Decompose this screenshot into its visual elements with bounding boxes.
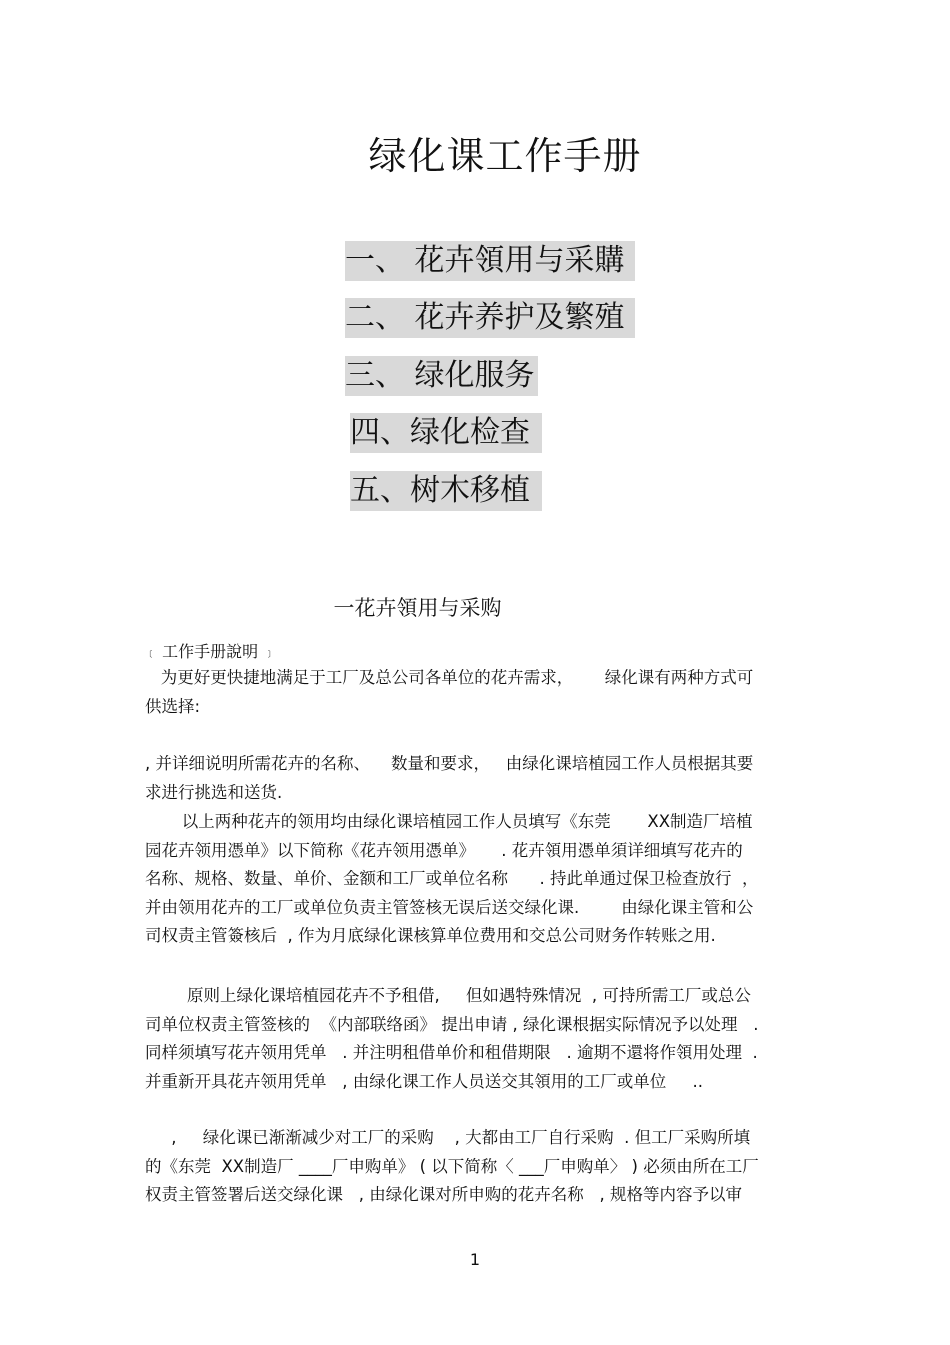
paragraph-line: 名称、规格、数量、单价、金额和工厂或单位名称 . 持此单通过保卫检查放行 ， bbox=[145, 869, 759, 888]
paragraph-3 bbox=[145, 808, 805, 951]
paragraph-line: 园花卉领用憑单》以下简称《花卉领用憑单》 . 花卉領用憑单須详细填写花卉的 bbox=[145, 840, 743, 860]
paragraph-4 bbox=[145, 982, 805, 1096]
paragraph-5 bbox=[145, 1124, 805, 1210]
toc-item-3: 三、 绿化服务 bbox=[345, 356, 538, 396]
paragraph-line: 并重新开具花卉领用凭单 , 由绿化课工作人员送交其領用的工厂或单位 .. bbox=[145, 1071, 703, 1091]
bracket-close: ﹞ bbox=[263, 646, 276, 660]
paragraph-line: 司权责主管簽核后 , 作为月底绿化课核算单位费用和交总公司财务作转账之用. bbox=[145, 926, 716, 945]
paragraph-line: 求进行挑选和送货. bbox=[145, 782, 283, 802]
section-title: 一花卉領用与采购 bbox=[333, 596, 502, 620]
paragraph-2 bbox=[145, 750, 805, 807]
toc-item-5: 五、树木移植 bbox=[350, 471, 542, 511]
paragraph-line: 供选择: bbox=[145, 696, 201, 716]
paragraph-line: 的《东莞 XX制造厂 ____厂申购单》 ( 以下简称〈 ___厂申购单〉 ) 必须由所在工厂 bbox=[145, 1156, 759, 1176]
paragraph-line: 原则上绿化课培植园花卉不予租借, 但如遇特殊情况 , 可持所需工厂或总公 bbox=[145, 986, 751, 1005]
paragraph-1 bbox=[145, 664, 805, 721]
paragraph-line: 同样须填写花卉领用凭单 . 并注明租借单价和租借期限 . 逾期不還将作領用处理 . bbox=[145, 1043, 758, 1062]
document-title: 绿化课工作手册 bbox=[368, 134, 642, 178]
paragraph-line: 以上两种花卉的领用均由绿化课培植园工作人员填写《东莞 XX制造厂培植 bbox=[145, 812, 753, 831]
manual-note-label bbox=[145, 639, 275, 662]
paragraph-line: 为更好更快捷地满足于工厂及总公司各单位的花卉需求， 绿化课有两种方式可 bbox=[145, 668, 754, 687]
toc-item-4: 四、绿化检查 bbox=[350, 413, 542, 453]
toc-item-2: 二、 花卉养护及繁殖 bbox=[345, 298, 635, 338]
page-number: 1 bbox=[469, 1250, 481, 1269]
paragraph-line: 权责主管签署后送交绿化课 , 由绿化课对所申购的花卉名称 , 规格等内容予以审 bbox=[145, 1185, 742, 1204]
paragraph-line: , 绿化课已渐渐减少对工厂的采购 , 大都由工厂自行采购 . 但工厂采购所填 bbox=[145, 1128, 751, 1147]
bracket-open: ﹝ bbox=[145, 646, 158, 660]
note-text: 工作手册說明 bbox=[162, 642, 259, 661]
toc-item-1: 一、 花卉領用与采購 bbox=[345, 241, 635, 281]
paragraph-line: 司单位权责主管签核的 《内部联络函》 提出申请 , 绿化课根据实际情况予以处理 . bbox=[145, 1014, 759, 1034]
paragraph-line: , 并详细说明所需花卉的名称、 数量和要求， 由绿化课培植园工作人员根据其要 bbox=[145, 754, 754, 773]
paragraph-line: 并由领用花卉的工厂或单位负责主管签核无误后送交绿化课. 由绿化课主管和公 bbox=[145, 897, 754, 917]
